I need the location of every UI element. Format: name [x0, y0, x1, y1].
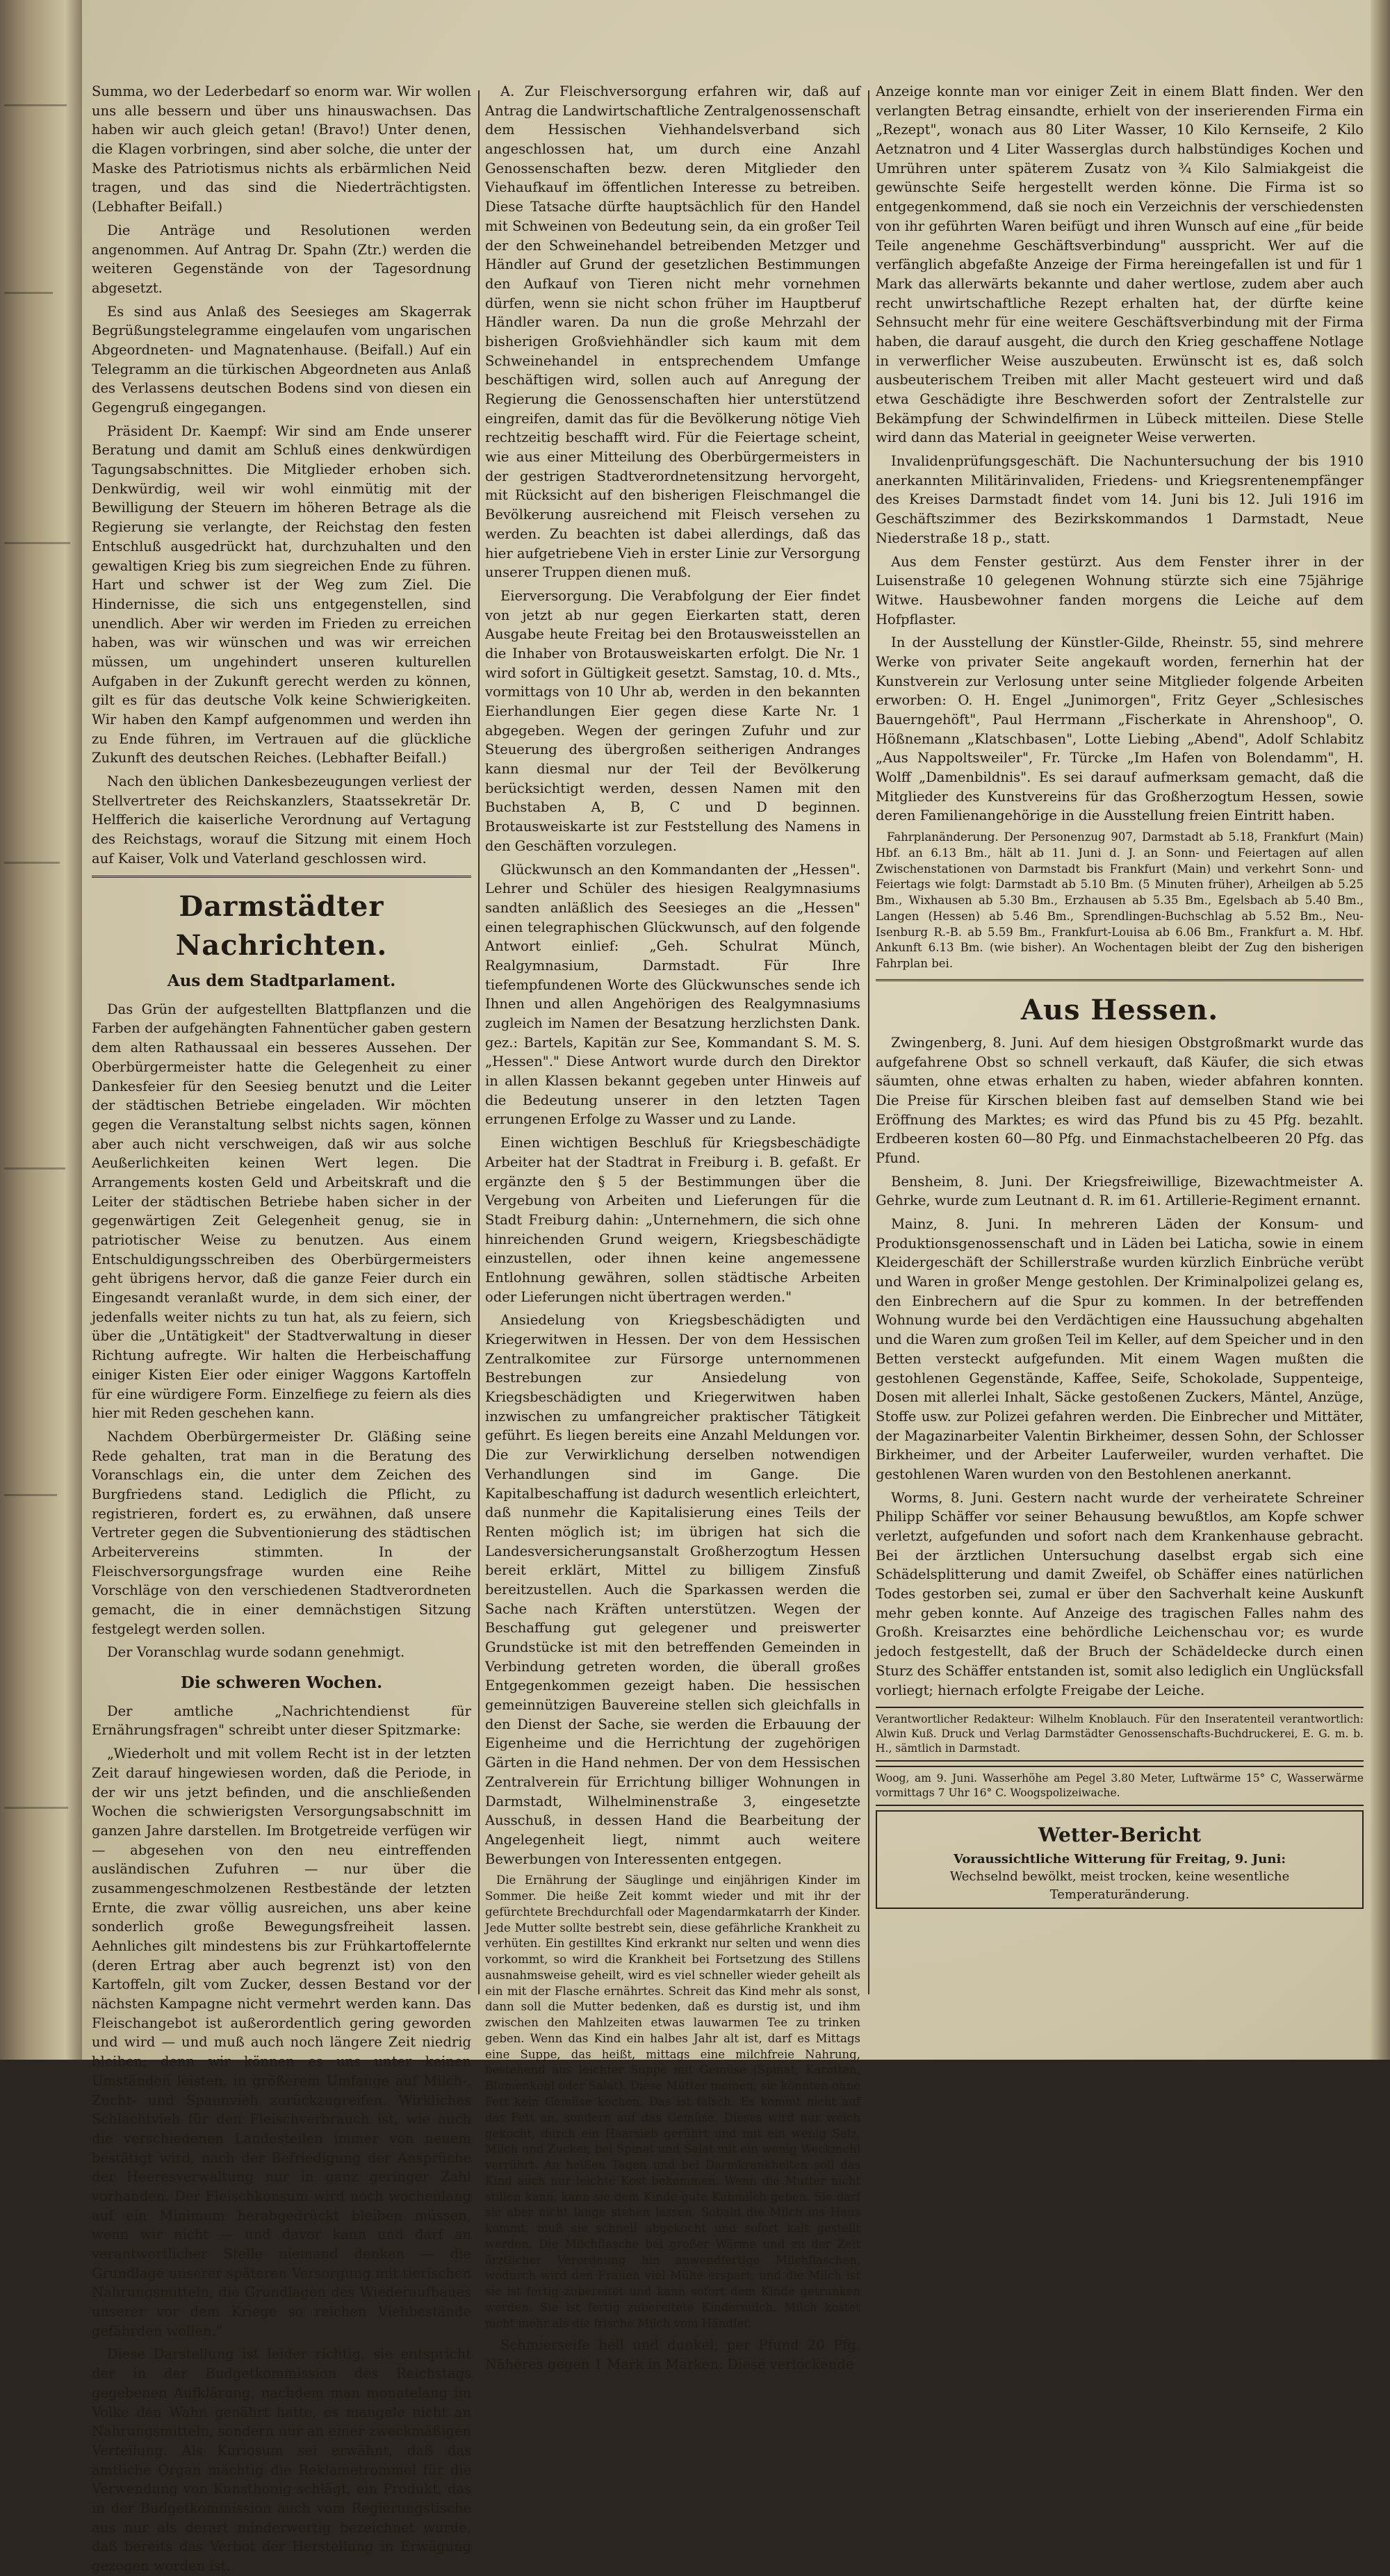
article-paragraph: Nach den üblichen Dankesbezeugungen verliest der Stellvertreter des Reichskanzlers, Staatssekretär Dr. Helfferich die kaiserliche Verordnung auf Vertagung des Reichstags, worauf die Sitzung mit einem Hoch auf Kaiser, Volk und Vaterland geschlossen wird.: [92, 773, 471, 867]
page-edge: [1371, 0, 1390, 2060]
water-level-note: Woog, am 9. Juni. Wasserhöhe am Pegel 3.80 Meter, Luftwärme 15° C, Wasserwärme vormittags 7 Uhr 16° C. Woogspolizeiwache.: [876, 1766, 1364, 1806]
subsection-title-wochen: Die schweren Wochen.: [180, 1673, 383, 1693]
article-paragraph: Das Grün der aufgestellten Blattpflanzen und die Farben der aufgehängten Fahnentücher gaben gestern dem alten Rathaussaal ein besseres Aussehen. Der Oberbürgermeister hatte die Gelegenheit zu einer Dankesfeier für den Seesieg benutzt und die Leiter der städtischen Betriebe eingeladen. Wir möchten gegen die Veranstaltung selbst nichts sagen, können aber auch nicht verschweigen, daß wir aus solche Aeußerlichkeiten keinen Wert legen. Die Arrangements kosten Geld und Arbeitskraft und die Leiter der städtischen Betriebe haben sicher in der gegenwärtigen Zeit Gelegenheit genug, sie in patriotischer Weise zu benutzen. Aus einem Entschuldigungsschreiben des Oberbürgermeisters geht übrigens hervor, daß die ganze Feier durch ein Eingesandt veranlaßt wurde, in dem sich einer, der jedenfalls weiter nichts zu tun hat, als zu feiern, sich über die „Untätigkeit" der Stadtverwaltung in dieser Richtung aufregte. Wir halten die Herbeischaffung einiger Kisten Eier oder einiger Waggons Kartoffeln für eine würdigere Form. Einzelfiege zu feiern als dies hier mit Reden geschehen kann.: [92, 1001, 471, 1422]
weather-forecast: Wechselnd bewölkt, meist trocken, keine wesentliche Temperaturänderung.: [949, 1869, 1290, 1902]
section-divider: [876, 979, 1364, 981]
article-paragraph: Glückwunsch an den Kommandanten der „Hessen". Lehrer und Schüler des hiesigen Realgymnasiums sandten anläßlich des Seesieges an die „Hessen" einen telegraphischen Glückwunsch, auf den folgende Antwort einlief: „Geh. Schulrat Münch, Realgymnasium, Darmstadt. Für Ihre tiefempfundenen Worte des Glückwunsches sende ich Ihnen und allen Angehörigen des Realgymnasiums zugleich im Namen der Besatzung herzlichsten Dank. gez.: Bartels, Kapitän zur See, Kommandant S. M. S. „Hessen"." Diese Antwort wurde durch den Direktor in allen Klassen bekannt gegeben unter Hinweis auf die Bedeutung unserer in den letzten Tagen errungenen Erfolge zu Wasser und zu Lande.: [485, 861, 860, 1128]
section-title-hessen: Aus Hessen.: [1020, 994, 1219, 1027]
weather-title: Wetter-Bericht: [1038, 1823, 1202, 1846]
book-spine: [0, 0, 82, 2060]
newspaper-page: [82, 0, 1390, 2575]
article-paragraph: Präsident Dr. Kaempf: Wir sind am Ende unserer Beratung und damit am Schluß eines denkwürdigen Tagungsabschnittes. Die Mitglieder erhoben sich. Denkwürdig, weil wir wohl einmütig mit der Bewilligung der Steuern im höheren Betrage als die Regierung sie verlangte, der Reichstag den festen Entschluß ausgedrückt hat, durchzuhalten und den gewaltigen Krieg bis zum siegreichen Ende zu führen. Hart und schwer ist der Weg zum Ziel. Die Hindernisse, die sich uns entgegenstellen, sind unendlich. Aber wir werden im Frieden zu erreichen haben, was wir wünschen und was wir erreichen müssen, um ungehindert unseren kulturellen Aufgaben in der Zukunft gerecht werden zu können, gilt es für das deutsche Volk keine Schwierigkeiten. Wir haben den Kampf aufgenommen und werden ihn zu Ende führen, im Vertrauen auf die glückliche Zukunft des deutschen Reiches. (Lebhafter Beifall.): [92, 423, 471, 766]
article-paragraph: Die Anträge und Resolutionen werden angenommen. Auf Antrag Dr. Spahn (Ztr.) werden die weiteren Gegenstände von der Tagesordnung abgesetzt.: [92, 222, 471, 296]
column-1: [92, 82, 471, 2575]
small-print-block: [876, 830, 1364, 972]
article-paragraph: Zwingenberg, 8. Juni. Auf dem hiesigen Obstgroßmarkt wurde das aufgefahrene Obst so schnell verkauft, daß Käufer, die sich etwas säumten, ohne etwas erhalten zu haben, wieder abfahren konnten. Die Preise für Kirschen bleiben fast auf demselben Stand wie bei Eröffnung des Marktes; es wird das Pfund bis zu 45 Pfg. bezahlt. Erdbeeren kosten 60—80 Pfg. und Einmachstachelbeeren 20 Pfg. das Pfund.: [876, 1034, 1364, 1166]
column-2: [485, 82, 860, 2373]
subsection-title-stadtparlament: Aus dem Stadtparlament.: [167, 971, 396, 991]
article-paragraph: Die Ernährung der Säuglinge und einjährigen Kinder im Sommer. Die heiße Zeit kommt wieder und mit ihr der gefürchtete Brechdurchfall oder Magendarmkatarrh der Kinder. Jede Mutter sollte bestrebt sein, diese gefährliche Krankheit zu verhüten. Ein gestilltes Kind erkrankt nur selten und wenn dies vorkommt, so wird die Krankheit bei Fortsetzung des Stillens ausnahmsweise geheilt, wird es viel schneller wieder geheilt als ein mit der Flasche ernährtes. Schreit das Kind mehr als sonst, dann soll die Mutter bedenken, daß es durstig ist, und ihm zwischen den Mahlzeiten etwas lauwarmen Tee zu trinken geben. Wenn das Kind ein halbes Jahr alt ist, darf es Mittags eine Suppe, das heißt, mittags eine milchfreie Nahrung, bestehend aus leichter Suppe mit Gemüse (Spinat, Karotten, Blumenkohl oder Salat). Diese Mütter meinen, sie könnten ohne Fett kein Gemüse kochen. Das ist falsch. Es kommt nicht auf das Fett an, sondern auf das Gemüse. Dieses wird nur weich gekocht, durch ein Haarsieb gerührt und mit ein wenig Salz, Milch und Zucker, bei Spinat und Salat mit ein wenig Weckmehl verrührt. An heißen Tagen und bei Darmkrankheiten soll das Kind auch nur leichte Kost bekommen. Wenn die Mutter nicht stillen kann, kann sie dem Kinde gute Kuhmilch geben. Sie darf sie aber nicht lange stehen lassen. Sobald die Milch ins Haus kommt, muß sie schnell abgekocht und sofort kalt gestellt werden. Die Milchflasche bei großer Wärme und zu der Zeit ärztlicher Verordnung hin anwendfertige Milchflaschen, wodurch wird den Frauen viel Mühe erspart, und die Milch ist sie ist fertig zubereitet und kann sofort dem Kinde getrunken werden. Sie ist fertig zubereitete Kindermilch. Milch kostet nicht mehr als die frische Milch vom Händler.: [485, 1873, 860, 2330]
article-paragraph: Der Voranschlag wurde sodann genehmigt.: [107, 1644, 405, 1661]
article-paragraph: Aus dem Fenster gestürzt. Aus dem Fenster ihrer in der Luisenstraße 10 gelegenen Wohnung stürzte sich eine 75jährige Witwe. Hausbewohner fanden morgens die Leiche auf dem Hofpflaster.: [876, 553, 1364, 627]
article-paragraph: Invalidenprüfungsgeschäft. Die Nachuntersuchung der bis 1910 anerkannten Militärinvaliden, Friedens- und Kriegsrentenempfänger des Kreises Darmstadt findet vom 14. Juni bis 12. Juli 1916 im Geschäftszimmer des Bezirkskommandos 1 Darmstadt, Neue Niederstraße 18 p., statt.: [876, 453, 1364, 546]
article-paragraph: Eierversorgung. Die Verabfolgung der Eier findet von jetzt ab nur gegen Eierkarten statt, deren Ausgabe heute Freitag bei den Brotausweisstellen an die Inhaber von Brotausweiskarten erfolgt. Die Nr. 1 wird sofort in Gültigkeit gesetzt. Samstag, 10. d. Mts., vormittags von 10 Uhr ab, werden in den bekannten Eierhandlungen Eier gegen diese Karte Nr. 1 abgegeben. Wegen der geringen Zufuhr und zur Steuerung des übergroßen seitherigen Andranges kann diesmal nur der Teil der Bevölkerung berücksichtigt werden, dessen Namen mit den Buchstaben A, B, C und D beginnen. Brotausweiskarte ist zur Feststellung des Namens in den Geschäften vorzulegen.: [485, 587, 860, 854]
article-paragraph: „Wiederholt und mit vollem Recht ist in der letzten Zeit darauf hingewiesen worden, daß die Periode, in der wir uns jetzt befinden, und die anschließenden Wochen die schwierigsten Versorgungsabschnitt im ganzen Jahre darstellen. Im Brotgetreide verfügen wir — abgesehen von den neu eintreffenden ausländischen Zufuhren — nur über die zusammengeschmolzenen Restbestände der letzten Ernte, die zwar völlig ausreichen, uns aber keine sonderlich große Bewegungsfreiheit lassen. Aehnliches gilt mindestens bis zur Frühkartoffelernte (deren Ertrag aber auch begrenzt ist) von den Kartoffeln, gilt vom Zucker, dessen Bestand vor der nächsten Kampagne nicht vermehrt werden kann. Das Fleischangebot ist außerordentlich gering geworden und wird — und muß auch noch längere Zeit niedrig bleiben; denn wir können es uns unter keinen Umständen leisten, in größerem Umfange auf Milch-, Zucht- und Spannvieh zurückzugreifen. Wirkliches Schlachtvieh für den Fleischverbrauch ist, wie auch die verschiedenen Landesteilen immer von neuem bestätigt wird, nach der Befriedigung der Ansprüche der Heeresverwaltung nur in ganz geringer Zahl vorhanden. Der Fleischkonsum wird noch wochenlang auf ein Minimum herabgedrückt bleiben müssen, wenn wir nicht — und davor kann und darf an verantwortlicher Stelle niemand denken — die Grundlage unserer späteren Versorgung mit tierischen Nahrungsmitteln, die Grundlagen des Wiederaufbaues unserer vor dem Kriege so reichen Viehbestände gefährden wollen.": [92, 1746, 471, 2339]
section-title-darmstaedter: Darmstädter Nachrichten.: [175, 889, 388, 962]
article-paragraph: Schmierseife hell und dunkel, per Pfund 20 Pfg. Näheres gegen 1 Mark in Marken. Diese verlockende: [485, 2337, 860, 2373]
article-paragraph: Es sind aus Anlaß des Seesieges am Skagerrak Begrüßungstelegramme eingelaufen vom ungarischen Abgeordneten- und Magnatenhause. (Beifall.) Auf ein Telegramm an die türkischen Abgeordneten aus Anlaß des Verlassens deutschen Bodens sind von diesen ein Gegengruß eingegangen.: [92, 303, 471, 416]
article-paragraph: Summa, wo der Lederbedarf so enorm war. Wir wollen uns alle bessern und über uns hinauswachsen. Das haben wir auch gleich getan! (Bravo!) Unter denen, die Klagen vorbringen, sind aber solche, die unter der Maske des Patriotismus nichts als erbärmlichen Neid tragen, und das sind die Niederträchtigsten. (Lebhafter Beifall.): [92, 83, 471, 215]
column-3: [876, 82, 1364, 2007]
small-print-block: [485, 1873, 860, 2331]
article-paragraph: Fahrplanänderung. Der Personenzug 907, Darmstadt ab 5.18, Frankfurt (Main) Hbf. an 6.13 Bm., hält ab 11. Juni d. J. an Sonn- und Feiertagen auf allen Zwischenstationen von Darmstadt bis Frankfurt (Main) und verkehrt Sonn- und Feiertags wie folgt: Darmstadt ab 5.10 Bm. (5 Minuten früher), Arheilgen ab 5.25 Bm., Wixhausen ab 5.30 Bm., Erzhausen ab 5.35 Bm., Egelsbach ab 5.40 Bm., Langen (Hessen) ab 5.46 Bm., Sprendlingen-Buchschlag ab 5.52 Bm., Neu-Isenburg R.-B. ab 5.59 Bm., Frankfurt-Louisa ab 6.06 Bm., Frankfurt a. M. Hbf. Ankunft 6.13 Bm. (wie bisher). An Wochentagen bleibt der Zug den bisherigen Fahrplan bei.: [876, 830, 1364, 971]
article-paragraph: A. Zur Fleischversorgung erfahren wir, daß auf Antrag die Landwirtschaftliche Zentralgenossenschaft dem Hessischen Viehhandelsverband sich angeschlossen hat, um durch eine Anzahl Genossenschaften bezw. deren Mitglieder den Viehaufkauf im öffentlichen Interesse zu betreiben. Diese Tatsache dürfte hauptsächlich für den Handel mit Schweinen von Bedeutung sein, da ein großer Teil der den Schweinehandel betreibenden Metzger und Händler auf Grund der gesetzlichen Bestimmungen den Aufkauf von Tieren nicht mehr vornehmen dürfen, wenn sie nicht schon früher im Hauptberuf Händler waren. Da nun die große Mehrzahl der bisherigen Großviehhändler sich kaum mit dem Schweinehandel in entsprechendem Umfange beschäftigen wird, sollen auch auf Anregung der Regierung die Genossenschaften hier unterstützend eingreifen, damit das für die Bevölkerung nötige Vieh rechtzeitig beschafft wird. Für die Feiertage scheint, wie aus einer Mitteilung des Oberbürgermeisters in der gestrigen Stadtverordnetensitzung hervorgeht, mit Rücksicht auf den bisherigen Fleischmangel die Bevölkerung ausreichend mit Fleisch versehen zu werden. Zu beachten ist dabei allerdings, daß das hier aufgetriebene Vieh in erster Linie zur Versorgung unserer Truppen dienen muß.: [485, 83, 860, 581]
article-paragraph: Anzeige konnte man vor einiger Zeit in einem Blatt finden. Wer den verlangten Betrag einsandte, erhielt von der inserierenden Firma ein „Rezept", wonach aus 80 Liter Wasser, 10 Kilo Kernseife, 2 Kilo Aetznatron und 4 Liter Wasserglas durch halbstündiges Kochen und Umrühren unter späterem Zusatz von ¾ Kilo Salmiakgeist die gewünschte Seife hergestellt werden könne. Die Firma ist so entgegenkommend, daß sie noch ein Verzeichnis der verschiedensten von ihr geführten Waren beifügt und ihren Wunsch auf eine „für beide Teile angenehme Geschäftsverbindung" ausspricht. Wer auf die verfänglich abgefaßte Anzeige der Firma hereingefallen ist und für 1 Mark das allerwärts bekannte und daher wertlose, zudem aber auch recht unwirtschaftliche Rezept erhalten hat, der dürfte keine Sehnsucht mehr für eine weitere Geschäftsverbindung mit der Firma haben, die darauf ausgeht, die durch den Krieg geschaffene Notlage in verwerflicher Weise auszubeuten. Erwünscht ist es, daß solch ausbeuterischem Treiben mit aller Macht gesteuert wird und daß etwa Geschädigte ihre Beschwerden sofort der Zentralstelle zur Bekämpfung der Schwindelfirmen in Lübeck mitteilen. Diese Stelle wird dann das Material in geeigneter Weise verwerten.: [876, 83, 1364, 446]
section-divider: [92, 876, 471, 878]
weather-report-box: [876, 1810, 1364, 1909]
article-paragraph: In der Ausstellung der Künstler-Gilde, Rheinstr. 55, sind mehrere Werke von privater Seite angekauft worden, fernerhin hat der Kunstverein zur Verlosung unter seine Mitglieder folgende Arbeiten erworben: O. H. Engel „Junimorgen", Fritz Geyer „Schlesisches Bauerngehöft", Paul Herrmann „Fischerkate in Ahrenshoop", O. Hößnemann „Klatschbasen", Lotte Liebing „Abend", Adolf Schlabitz „Aus Nappoltsweiler", Fr. Türcke „Im Hafen von Bolendamm", H. Wolff „Damenbildnis". Es sei darauf aufmerksam gemacht, daß die Mitglieder des Kunstvereins für das Großherzogtum Hessen, sowie deren Familienangehörige in die Ausstellung freien Eintritt haben.: [876, 634, 1364, 824]
column-rule: [868, 90, 869, 1994]
article-paragraph: Nachdem Oberbürgermeister Dr. Gläßing seine Rede gehalten, trat man in die Beratung des Voranschlags ein, die unter dem Zeichen des Burgfriedens stand. Lediglich die Pflicht, zu registrieren, fordert es, zu erwähnen, daß unsere Vertreter gegen die Subventionierung des städtischen Arbeitervereins stimmten. In der Fleischversorgungsfrage wurden eine Reihe Vorschläge von den verschiedenen Stadtverordneten gemacht, die in einer demnächstigen Sitzung festgelegt werden sollen.: [92, 1428, 471, 1637]
weather-subtitle: Voraussichtliche Witterung für Freitag, 9. Juni:: [954, 1851, 1286, 1867]
imprint-block: Verantwortlicher Redakteur: Wilhelm Knoblauch. Für den Inseratenteil verantwortlich: Alwin Kuß. Druck und Verlag Darmstädter Genossenschafts-Buchdruckerei, E. G. m. b. H., sämtlich in Darmstadt.: [876, 1707, 1364, 1762]
article-paragraph: Einen wichtigen Beschluß für Kriegsbeschädigte Arbeiter hat der Stadtrat in Freiburg i. B. gefaßt. Er ergänzte den § 5 der Bestimmungen über die Vergebung von Arbeiten und Lieferungen für die Stadt Freiburg dahin: „Unternehmern, die sich ohne hinreichenden Grund weigern, Kriegsbeschädigte einzustellen, oder ihnen keine angemessene Entlohnung gewähren, sollen städtische Arbeiten oder Lieferungen nicht übertragen werden.": [485, 1135, 860, 1305]
article-paragraph: Mainz, 8. Juni. In mehreren Läden der Konsum- und Produktionsgenossenschaft und in Läden bei Laticha, sowie in einem Kleidergeschäft der Schillerstraße wurden kürzlich Einbrüche verübt und Waren in großer Menge gestohlen. Der Kriminalpolizei gelang es, den Einbrechern auf die Spur zu kommen. In der betreffenden Wohnung wurde bei den Verdächtigen eine Haussuchung abgehalten und die Waren zum großen Teil im Keller, auf dem Speicher und in den Betten versteckt aufgefunden. Mit einem Wagen mußten die gestohlenen Gegenstände, Kaffee, Seife, Schokolade, Suppenteige, Dosen mit allerlei Inhalt, Säcke gestoßenen Zuckers, Mäntel, Anzüge, Stoffe usw. zur Polizei gefahren werden. Die Einbrecher und Mittäter, der Magazinarbeiter Valentin Birkheimer, dessen Sohn, der Schlosser Birkheimer, und der Arbeiter Lauferweiler, wurden verhaftet. Die gestohlenen Waren wurden von den Bestohlenen anerkannt.: [876, 1216, 1364, 1482]
column-rule: [478, 90, 480, 1994]
article-paragraph: Worms, 8. Juni. Gestern nacht wurde der verheiratete Schreiner Philipp Schäffer vor seiner Behausung bewußtlos, am Kopfe schwer verletzt, aufgefunden und sofort nach dem Krankenhause gebracht. Bei der ärztlichen Untersuchung daselbst ergab sich eine Schädelsplitterung und damit Zweifel, ob Schäffer eines natürlichen Todes gestorben sei, zumal er über den Sachverhalt keine Auskunft mehr geben konnte. Auf Anzeige des tragischen Falles nahm des Großh. Kreisarztes eine behördliche Leichenschau vor; es wurde jedoch festgestellt, daß der Bruch der Schädeldecke durch einen Sturz des Schäffer entstanden ist, somit also lediglich ein Unglücksfall vorliegt; hiernach erfolgte Freigabe der Leiche.: [876, 1489, 1364, 1698]
article-paragraph: Der amtliche „Nachrichtendienst für Ernährungsfragen" schreibt unter dieser Spitzmarke:: [92, 1703, 471, 1739]
article-paragraph: Bensheim, 8. Juni. Der Kriegsfreiwillige, Bizewachtmeister A. Gehrke, wurde zum Leutnant d. R. im 61. Artillerie-Regiment ernannt.: [876, 1173, 1364, 1209]
article-paragraph: Ansiedelung von Kriegsbeschädigten und Kriegerwitwen in Hessen. Der von dem Hessischen Zentralkomitee zur Fürsorge unternommenen Bestrebungen zur Ansiedelung von Kriegsbeschädigten und Kriegerwitwen haben inzwischen zu umfangreicher praktischer Tätigkeit geführt. Es liegen bereits eine Anzahl Meldungen vor. Die zur Verwirklichung derselben notwendigen Verhandlungen sind im Gange. Die Kapitalbeschaffung ist dadurch wesentlich erleichtert, daß nunmehr die Kapitalisierung eines Teils der Renten möglich ist; im übrigen hat sich die Landesversicherungsanstalt Großherzogtum Hessen bereit erklärt, Mittel zu billigem Zinsfuß bereitzustellen. Auch die Sparkassen werden die Sache nach Kräften unterstützen. Wegen der Beschaffung gut gelegener und preiswerter Grundstücke ist mit den betreffenden Gemeinden in Verbindung getreten worden, die überall großes Entgegenkommen gezeigt haben. Die hessischen gemeinnützigen Bauvereine stellen sich gleichfalls in den Dienst der Sache, sie werden die Erbauung der Eigenheime und die Herrichtung der zugehörigen Gärten in die Hand nehmen. Der von dem Hessischen Zentralverein für Errichtung billiger Wohnungen in Darmstadt, Wilhelminenstraße 3, eingesetzte Ausschuß, in dessen Hand die Bearbeitung der Angelegenheit liegt, nimmt auch weitere Bewerbungen von Interessenten entgegen.: [485, 1312, 860, 1867]
article-paragraph: Diese Darstellung ist leider richtig, sie entspricht der in der Budgetkommission des Reichstags gegebenen Aufklärung, nachdem man monatelang im Volke den Wahn genährt hatte, es mangele nicht an Nahrungsmitteln, sondern nur an einer zweckmäßigen Verteilung. Als Kuriosum sei erwähnt, daß das amtliche Organ mächtig die Reklametrommel für die Verwendung von Kunsthonig schlägt, ein Produkt, das in der Budgetkommission auch vom Regierungstische aus nur als derart minderwertig bezeichnet wurde, daß bereits das Verbot der Herstellung in Erwägung gezogen worden ist.: [92, 2346, 471, 2575]
